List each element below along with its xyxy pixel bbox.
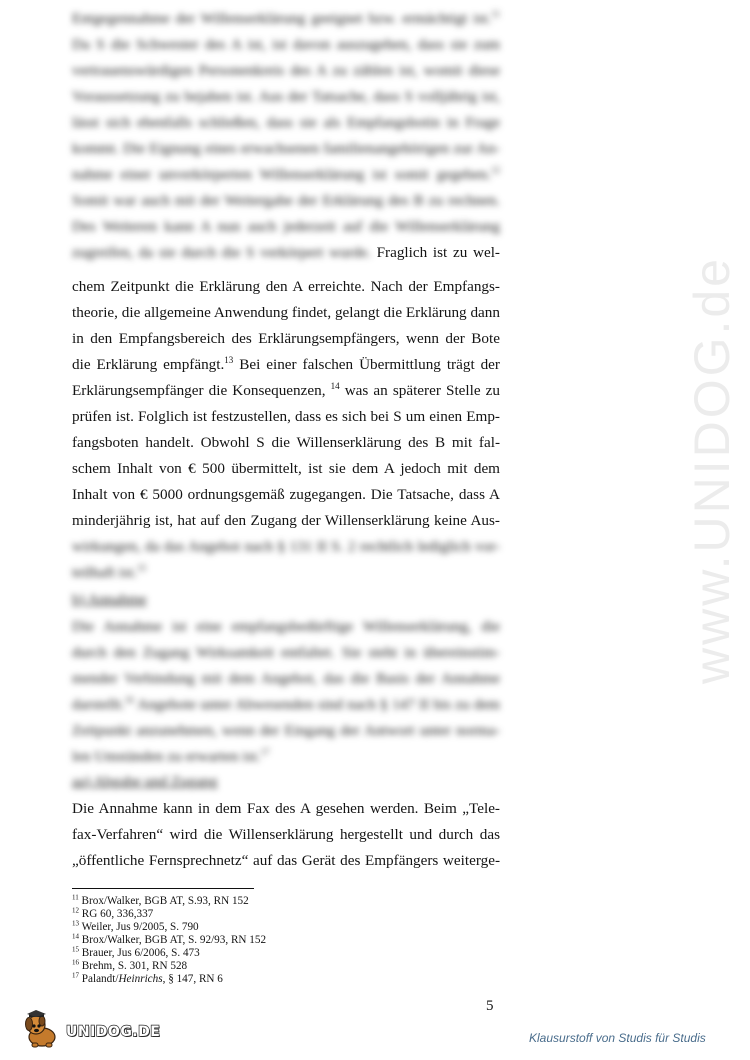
footnote: $^{13}$ Weiler, Jus 9/2005, S. 790 [72,919,199,933]
text-line: Da S die Schwester des A ist, ist davon auszugehen, dass sie zum [72,36,500,53]
text-line-mixed: zugreifen, da sie durch die S verkörpert wurde. Fraglich ist zu wel- [72,244,500,261]
text-line: Die Annahme kann in dem Fax des A gesehen werden. Beim „Tele- [72,800,500,817]
text-line: chem Zeitpunkt die Erklärung den A erreichte. Nach der Empfangs- [72,278,500,295]
text-line: lässt sich ebenfalls schließen, dass sie als Empfangsbotin in Frage [72,114,500,131]
section-heading-aa: aa) Abgabe und Zugang [72,773,218,790]
text-line: wirkungen, da das Angebot nach § 131 II S. 2 rechtlich lediglich vor- [72,538,500,555]
text-line: theorie, die allgemeine Anwendung findet, gelangt die Erklärung dann [72,304,500,321]
footnote: $^{14}$ Brox/Walker, BGB AT, S. 92/93, RN 152 [72,932,267,946]
text-line: schem Inhalt von € 500 übermittelt, ist sie dem A jedoch mit dem [72,460,500,477]
section-heading-b: b) Annahme [72,591,147,608]
text-line: durch den Zugang Wirksamkeit entfaltet. Sie steht in übereinstim- [72,644,500,661]
text-line: prüfen ist. Folglich ist festzustellen, dass es sich bei S um einen Emp- [72,408,500,425]
text-line: Somit war auch mit der Weitergabe der Erklärung des B zu rechnen. [72,192,500,209]
page-number: 5 [486,998,494,1014]
brand-name: UNIDOG.DE [66,1024,161,1040]
text-line: darstellt.$^{16}$ Angebote unter Abwesenden sind nach § 147 II bis zu dem [72,694,500,713]
footnote: $^{11}$ Brox/Walker, BGB AT, S.93, RN 152 [72,893,249,907]
footnote-ref: 14 [330,380,340,391]
text-line: teilhaft ist.$^{15}$ [72,562,146,581]
text-line: Die Annahme ist eine empfangsbedürftige Willenserklärung, die [72,618,500,635]
text-line: „öffentliche Fernsprechnetz“ auf das Gerät des Empfängers weiterge- [72,852,500,869]
footnote: $^{15}$ Brauer, Jus 6/2006, S. 473 [72,945,200,959]
text-line: Zeitpunkt anzunehmen, wenn der Eingang der Antwort unter norma- [72,722,500,739]
dog-mascot-icon [22,1010,68,1050]
text-line: minderjährig ist, hat auf den Zugang der Willenserklärung keine Aus- [72,512,500,529]
text-line: fax-Verfahren“ wird die Willenserklärung hergestellt und durch das [72,826,500,843]
text-line: mender Verbindung mit dem Angebot, das die Basis der Annahme [72,670,500,687]
text-line: fangsboten handelt. Obwohl S die Willenserklärung des B mit fal- [72,434,500,451]
text-line: in den Empfangsbereich des Erklärungsempfängers, wenn der Bote [72,330,500,347]
text-line: Des Weiteren kann A nun auch jederzeit auf die Willenserklärung [72,218,500,235]
text-line: Entgegennahme der Willenserklärung geeignet bzw. ermächtigt ist.$^{11}$ [72,8,500,27]
text-line: Voraussetzung zu bejahen ist. Aus der Tatsache, dass S volljährig ist, [72,88,500,105]
footnote-divider [72,888,254,889]
watermark-text: www.UNIDOG.de [684,256,740,684]
text-line: nahme einer unverkörperten Willenserklärung ist somit gegeben.$^{12}$ [72,164,500,183]
text-line: vertrauenswürdigen Personenkreis des A zu zählen ist, womit diese [72,62,500,79]
brand-tagline: Klausurstoff von Studis für Studis [529,1031,706,1045]
text-line: Erklärungsempfänger die Konsequenzen, $^{14}$ was an späterer Stelle zu [72,380,501,399]
text-line: die Erklärung empfängt.$^{13}$ Bei einer falschen Übermittlung trägt der [72,354,500,373]
footnote: $^{12}$ RG 60, 336,337 [72,906,154,920]
text-line: Inhalt von € 5000 ordnungsgemäß zugegangen. Die Tatsache, dass A [72,486,500,503]
footnote: $^{16}$ Brehm, S. 301, RN 528 [72,958,188,972]
text-line: len Umständen zu erwarten ist.$^{17}$ [72,746,270,765]
footnote: $^{17}$ Palandt/Heinrichs, § 147, RN 6 [72,971,223,985]
text-line: kommt. Die Eignung eines erwachsenen familienangehörigen zur An- [72,140,500,157]
footnote-ref: 13 [224,354,234,365]
